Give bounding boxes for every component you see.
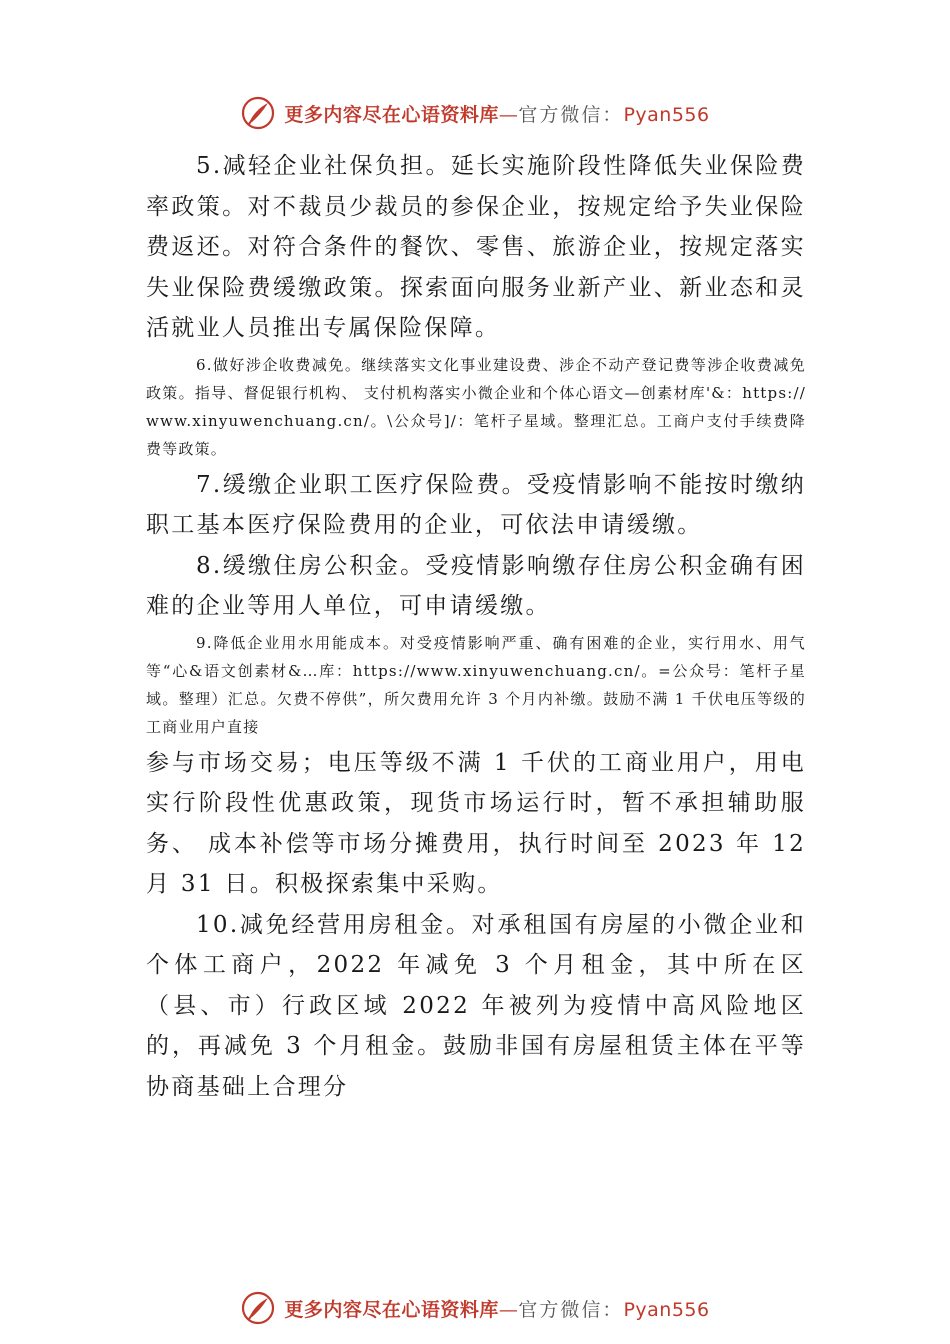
banner-separator: — bbox=[498, 1298, 519, 1321]
banner-wechat-id: Pyan556 bbox=[623, 1298, 710, 1321]
paragraph-9-continued: 参与市场交易；电压等级不满 1 千伏的工商业用户，用电实行阶段性优惠政策，现货市场运行时，暂不承担辅助服务、 成本补偿等市场分摊费用，执行时间至 2023 年 12 月 31 日。积极探索集中采购。 bbox=[146, 749, 806, 897]
footer-banner bbox=[0, 1290, 950, 1326]
banner-wechat-label: 官方微信： bbox=[518, 1298, 624, 1321]
paragraph-5: 5.减轻企业社保负担。延长实施阶段性降低失业保险费率政策。对不裁员少裁员的参保企业，按规定给予失业保险费返还。对符合条件的餐饮、零售、旅游企业，按规定落实失业保险费缓缴政策。探索面向服务业新产业、新业态和灵活就业人员推出专属保险保障。 bbox=[146, 153, 806, 341]
document-body bbox=[146, 146, 806, 1107]
paragraph-8: 8.缓缴住房公积金。受疫情影响缴存住房公积金确有困难的企业等用人单位，可申请缓缴。 bbox=[146, 552, 806, 619]
paragraph-6: 6.做好涉企收费减免。继续落实文化事业建设费、涉企不动产登记费等涉企收费减免政策。指导、督促银行机构、 支付机构落实小微企业和个体心语文—创素材库'&：https://www.xinyuwenchuang.cn/。\公众号]/：笔杆子星域。整理汇总。工商户支付手续费降费等政策。 bbox=[146, 355, 806, 458]
paragraph-10: 10.减免经营用房租金。对承租国有房屋的小微企业和个体工商户，2022 年减免 3 个月租金，其中所在区（县、市）行政区域 2022 年被列为疫情中高风险地区的，再减免 3 个月租金。鼓励非国有房屋租赁主体在平等协商基础上合理分 bbox=[146, 911, 806, 1100]
paragraph-7: 7.缓缴企业职工医疗保险费。受疫情影响不能按时缴纳职工基本医疗保险费用的企业，可依法申请缓缴。 bbox=[146, 471, 806, 538]
banner-separator: — bbox=[498, 103, 519, 126]
quill-logo-icon bbox=[240, 1290, 276, 1326]
paragraph-9: 9.降低企业用水用能成本。对受疫情影响严重、确有困难的企业，实行用水、用气等“心&语文创素材&…库：https://www.xinyuwenchuang.cn/。=公众号：笔杆子星域。整理）汇总。欠费不停供”，所欠费用允许 3 个月内补缴。鼓励不满 1 千伏电压等级的工商业用户直接 bbox=[146, 633, 806, 736]
banner-wechat-label: 官方微信： bbox=[518, 103, 624, 126]
banner-wechat-id: Pyan556 bbox=[623, 103, 710, 126]
banner-text bbox=[284, 100, 709, 127]
header-banner bbox=[0, 95, 950, 131]
banner-main-text: 更多内容尽在心语资料库 bbox=[284, 1298, 499, 1321]
banner-text bbox=[284, 1295, 709, 1322]
quill-logo-icon bbox=[240, 95, 276, 131]
banner-main-text: 更多内容尽在心语资料库 bbox=[284, 103, 499, 126]
